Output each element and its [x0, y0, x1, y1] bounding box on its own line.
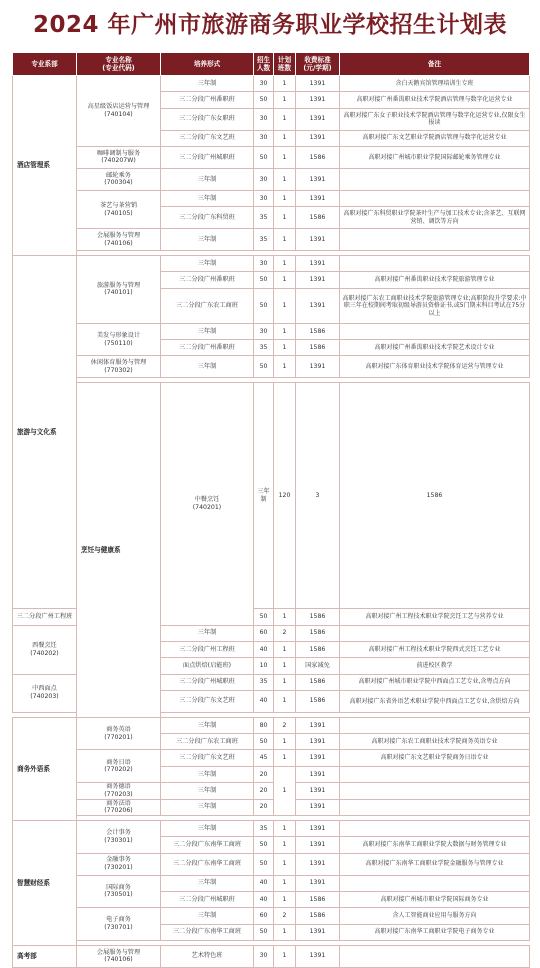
classes-cell: 1: [274, 690, 296, 712]
form-cell: 三年制: [161, 821, 254, 837]
fee-cell: 1586: [296, 908, 340, 924]
table-row: [13, 875, 530, 891]
classes-cell: 1: [274, 658, 296, 674]
form-cell: 三二分段广东文艺班: [161, 690, 254, 712]
header-form: 培养形式: [161, 53, 254, 76]
fee-cell: 1391: [296, 766, 340, 782]
fee-cell: 1391: [296, 945, 340, 967]
fee-cell: 1391: [296, 356, 340, 378]
count-cell: 60: [254, 908, 274, 924]
count-cell: 20: [254, 766, 274, 782]
classes-cell: 1: [274, 945, 296, 967]
count-cell: 50: [254, 853, 274, 875]
form-cell: 三年制: [161, 356, 254, 378]
form-cell: 三二分段广东女职班: [161, 108, 254, 130]
department-cell: 商务外语系: [13, 717, 77, 820]
form-cell: 三二分段广东农工商班: [161, 288, 254, 323]
classes-cell: 1: [274, 891, 296, 907]
form-cell: 三年制: [161, 625, 254, 641]
fee-cell: 1391: [296, 168, 340, 190]
department-cell: 烹饪与健康系: [77, 383, 161, 717]
count-cell: 80: [254, 717, 274, 733]
fee-cell: 1391: [296, 229, 340, 251]
major-cell: 茶艺与茶营销 (740105): [77, 190, 161, 228]
count-cell: 30: [254, 190, 274, 206]
fee-cell: 1586: [296, 340, 340, 356]
note-cell: [340, 875, 530, 891]
note-cell: 高职对接广州城市职业学院中西面点工艺专业,含粤点方向: [340, 674, 530, 690]
form-cell: 三年制: [161, 168, 254, 190]
classes-cell: 1: [274, 146, 296, 168]
fee-cell: 1391: [296, 799, 340, 816]
table-row: [13, 229, 530, 251]
table-row: [13, 799, 530, 816]
form-cell: 三年制: [161, 323, 254, 339]
count-cell: 40: [254, 641, 274, 657]
classes-cell: 1: [274, 288, 296, 323]
classes-cell: 2: [274, 717, 296, 733]
fee-cell: 1586: [340, 383, 530, 609]
classes-cell: 1: [274, 190, 296, 206]
table-row: [13, 783, 530, 800]
form-cell: 三二分段广东农工商班: [161, 734, 254, 750]
count-cell: 50: [254, 609, 274, 625]
fee-cell: 1391: [296, 783, 340, 800]
count-cell: 50: [254, 356, 274, 378]
major-cell: 商务法语 (770206): [77, 799, 161, 816]
fee-cell: 1586: [296, 641, 340, 657]
table-row: [13, 356, 530, 378]
note-cell: [340, 229, 530, 251]
table-row: [13, 76, 530, 92]
note-cell: [340, 256, 530, 272]
table-row: [13, 821, 530, 837]
major-cell: 旅游服务与管理 (740101): [77, 256, 161, 324]
classes-cell: 1: [274, 674, 296, 690]
note-cell: 高职对接广州番禺职业技术学院艺术设计专业: [340, 340, 530, 356]
note-cell: 高职对接广东农工商职业技术学院旅游管理专业;高职阶段升学要求:中职三年在校期间考取初级导游员资格证书,或5门期末科目考试在75分以上: [340, 288, 530, 323]
note-cell: 高职对接广东南华工商职业学院金融服务与管理专业: [340, 853, 530, 875]
fee-cell: 1391: [296, 853, 340, 875]
enrollment-plan-table: [12, 52, 530, 968]
classes-cell: 1: [274, 130, 296, 146]
classes-cell: 1: [274, 256, 296, 272]
classes-cell: 2: [274, 625, 296, 641]
classes-cell: 1: [274, 821, 296, 837]
form-cell: 三二分段广州城职班: [161, 891, 254, 907]
major-cell: 电子商务 (730701): [77, 908, 161, 941]
classes-cell: 1: [274, 356, 296, 378]
form-cell: 三二分段广东南华工商班: [161, 924, 254, 940]
major-cell: 会展服务与管理 (740106): [77, 945, 161, 967]
form-cell: 三年制: [161, 766, 254, 782]
count-cell: 30: [254, 130, 274, 146]
note-cell: 高职对接广东南华工商职业学院电子商务专业: [340, 924, 530, 940]
form-cell: 三二分段广东科贸班: [161, 207, 254, 229]
note-cell: 高职对接广东女子职业技术学院酒店管理与数字化运营专业,仅限女生报读: [340, 108, 530, 130]
count-cell: 35: [254, 229, 274, 251]
classes-cell: 1: [274, 108, 296, 130]
note-cell: 高职对接广东南华工商职业学院大数据与财务管理专业: [340, 837, 530, 853]
table-row: [13, 908, 530, 924]
classes-cell: 1: [274, 340, 296, 356]
classes-cell: 1: [274, 229, 296, 251]
major-cell: 金融事务 (730201): [77, 853, 161, 875]
major-cell: 中餐烹饪 (740201): [161, 383, 254, 625]
form-cell: 三二分段广州城职班: [161, 674, 254, 690]
count-cell: 50: [254, 272, 274, 288]
department-cell: 酒店管理系: [13, 76, 77, 256]
fee-cell: 1391: [296, 750, 340, 766]
note-cell: [340, 190, 530, 206]
form-cell: 三二分段广州番职班: [161, 92, 254, 108]
table-row: [13, 717, 530, 733]
note-cell: 含人工智能商业应用与服务方向: [340, 908, 530, 924]
form-cell: 三年制: [161, 229, 254, 251]
form-cell: 三年制: [161, 256, 254, 272]
major-cell: 会展服务与管理 (740106): [77, 229, 161, 251]
count-cell: 50: [254, 734, 274, 750]
fee-cell: 1391: [296, 130, 340, 146]
form-cell: 三二分段广东文艺班: [161, 750, 254, 766]
table-row: [13, 945, 530, 967]
count-cell: 50: [254, 146, 274, 168]
count-cell: 50: [254, 924, 274, 940]
table-row: [13, 750, 530, 766]
note-cell: 含白天鹅宾馆管理培训生专班: [340, 76, 530, 92]
note-cell: 高职对接广州工程技术职业学院烹饪工艺与营养专业: [340, 609, 530, 625]
fee-cell: 1391: [296, 272, 340, 288]
classes-cell: 1: [274, 734, 296, 750]
fee-cell: 1586: [296, 323, 340, 339]
classes-cell: 1: [274, 92, 296, 108]
note-cell: 高职对接广东农工商职业技术学院商务英语专业: [340, 734, 530, 750]
note-cell: [340, 766, 530, 782]
department-cell: 旅游与文化系: [13, 256, 77, 609]
fee-cell: 1391: [296, 924, 340, 940]
major-cell: 西餐烹饪 (740202): [13, 625, 77, 674]
header-count: 招生 人数: [254, 53, 274, 76]
table-row: [13, 383, 530, 609]
form-cell: 三二分段广州工程班: [161, 641, 254, 657]
note-cell: 高职对接广州城市职业学院国际邮轮乘务管理专业: [340, 146, 530, 168]
major-cell: 美发与形象设计 (750110): [77, 323, 161, 356]
form-cell: 三二分段广东南华工商班: [161, 837, 254, 853]
major-cell: 国际商务 (730501): [77, 875, 161, 908]
major-cell: 商务日语 (770202): [77, 750, 161, 783]
fee-cell: 1391: [296, 821, 340, 837]
classes-cell: 1: [274, 76, 296, 92]
form-cell: 三年制: [161, 717, 254, 733]
count-cell: 40: [254, 875, 274, 891]
form-cell: 三年制: [161, 908, 254, 924]
header-department: 专业系部: [13, 53, 77, 76]
count-cell: 30: [254, 168, 274, 190]
count-cell: 20: [254, 799, 274, 816]
count-cell: 30: [254, 76, 274, 92]
classes-cell: 1: [274, 766, 296, 815]
count-cell: 40: [254, 891, 274, 907]
table-row: [13, 853, 530, 875]
count-cell: 35: [254, 674, 274, 690]
count-cell: 30: [254, 945, 274, 967]
count-cell: 30: [254, 256, 274, 272]
classes-cell: 1: [274, 609, 296, 625]
major-cell: 商务德语 (770203): [77, 783, 161, 800]
classes-cell: 1: [274, 853, 296, 875]
form-cell: 三二分段广东南华工商班: [161, 853, 254, 875]
count-cell: 35: [254, 821, 274, 837]
form-cell: 三年制: [161, 875, 254, 891]
classes-cell: 1: [274, 272, 296, 288]
note-cell: [340, 783, 530, 800]
note-cell: [340, 323, 530, 339]
department-cell: 高考部: [13, 945, 77, 967]
note-cell: 前进校区教学: [340, 658, 530, 674]
count-cell: 50: [254, 288, 274, 323]
fee-cell: 1391: [296, 734, 340, 750]
classes-cell: 1: [274, 168, 296, 190]
major-cell: 中西面点 (740203): [13, 674, 77, 712]
classes-cell: 1: [274, 837, 296, 853]
form-cell: 三二分段广东文艺班: [161, 130, 254, 146]
fee-cell: 1586: [296, 891, 340, 907]
count-cell: 35: [254, 207, 274, 229]
form-cell: 三二分段广州番职班: [161, 272, 254, 288]
note-cell: 高职对接广东省外语艺术职业学院中西面点工艺专业,含烘焙方向: [340, 690, 530, 712]
note-cell: 高职对接广州番禺职业技术学院旅游管理专业: [340, 272, 530, 288]
note-cell: [340, 168, 530, 190]
fee-cell: 1586: [296, 609, 340, 625]
note-cell: [340, 625, 530, 641]
count-cell: 35: [254, 340, 274, 356]
note-cell: 高职对接广州城市职业学院国际商务专业: [340, 891, 530, 907]
major-cell: 高星级饭店运营与管理 (740104): [77, 76, 161, 147]
table-header-row: [13, 53, 530, 76]
count-cell: 50: [254, 92, 274, 108]
classes-cell: 1: [274, 750, 296, 766]
department-cell: 智慧财经系: [13, 821, 77, 946]
note-cell: 高职对接广东文艺职业学院酒店管理与数字化运营专业: [340, 130, 530, 146]
fee-cell: 1391: [296, 288, 340, 323]
count-cell: 30: [254, 108, 274, 130]
table-row: [13, 146, 530, 168]
form-cell: 艺术特色班: [161, 945, 254, 967]
form-cell: 三年制: [161, 799, 254, 816]
form-cell: 三年制: [161, 190, 254, 206]
note-cell: 高职对接广东科贸职业学院茶叶生产与加工技术专业;含茶艺、互联网营销、调饮等方向: [340, 207, 530, 229]
fee-cell: 1391: [296, 76, 340, 92]
fee-cell: 1391: [296, 92, 340, 108]
table-row: [13, 168, 530, 190]
count-cell: 20: [254, 783, 274, 800]
form-cell: 面点烘焙(启能班): [161, 658, 254, 674]
fee-cell: 1391: [296, 837, 340, 853]
header-fee: 收费标准 (元/学期): [296, 53, 340, 76]
classes-cell: 1: [274, 875, 296, 891]
note-cell: [340, 799, 530, 816]
classes-cell: 1: [274, 924, 296, 940]
note-cell: 高职对接广东体育职业技术学院体育运营与管理专业: [340, 356, 530, 378]
count-cell: 50: [254, 837, 274, 853]
count-cell: 10: [254, 658, 274, 674]
fee-cell: 1391: [296, 717, 340, 733]
fee-cell: 1586: [296, 625, 340, 641]
classes-cell: 1: [274, 207, 296, 229]
fee-cell: 国家减免: [296, 658, 340, 674]
count-cell: 30: [254, 323, 274, 339]
count-cell: 40: [254, 690, 274, 712]
fee-cell: 1391: [296, 256, 340, 272]
form-cell: 三年制: [254, 383, 274, 609]
classes-cell: 2: [274, 908, 296, 924]
note-cell: 高职对接广州番禺职业技术学院酒店管理与数字化运营专业: [340, 92, 530, 108]
major-cell: 邮轮乘务 (700304): [77, 168, 161, 190]
note-cell: [340, 717, 530, 733]
form-cell: 三年制: [161, 783, 254, 800]
form-cell: 三二分段广州工程班: [13, 609, 77, 625]
header-major: 专业名称 (专业代码): [77, 53, 161, 76]
note-cell: [340, 821, 530, 837]
major-cell: 商务英语 (770201): [77, 717, 161, 750]
fee-cell: 1586: [296, 690, 340, 712]
form-cell: 三二分段广州城职班: [161, 146, 254, 168]
fee-cell: 1391: [296, 108, 340, 130]
major-cell: 咖啡调制与服务 (740207W): [77, 146, 161, 168]
note-cell: 高职对接广东文艺职业学院商务日语专业: [340, 750, 530, 766]
header-note: 备注: [340, 53, 530, 76]
note-cell: 高职对接广州工程技术职业学院西式烹饪工艺专业: [340, 641, 530, 657]
classes-cell: 1: [274, 323, 296, 339]
major-cell: 会计事务 (730301): [77, 821, 161, 854]
fee-cell: 1586: [296, 674, 340, 690]
fee-cell: 1586: [296, 207, 340, 229]
fee-cell: 1586: [296, 146, 340, 168]
page-title: 2024 年广州市旅游商务职业学校招生计划表: [32, 12, 508, 38]
fee-cell: 1391: [296, 875, 340, 891]
classes-cell: 1: [274, 641, 296, 657]
table-row: [13, 190, 530, 206]
fee-cell: 1391: [296, 190, 340, 206]
table-row: [13, 323, 530, 339]
header-classes: 计划 班数: [274, 53, 296, 76]
major-cell: 休闲体育服务与管理 (770302): [77, 356, 161, 378]
table-row: [13, 256, 530, 272]
count-cell: 45: [254, 750, 274, 766]
classes-cell: 3: [296, 383, 340, 609]
note-cell: [340, 945, 530, 967]
form-cell: 三二分段广州番职班: [161, 340, 254, 356]
count-cell: 60: [254, 625, 274, 641]
form-cell: 三年制: [161, 76, 254, 92]
count-cell: 120: [274, 383, 296, 609]
